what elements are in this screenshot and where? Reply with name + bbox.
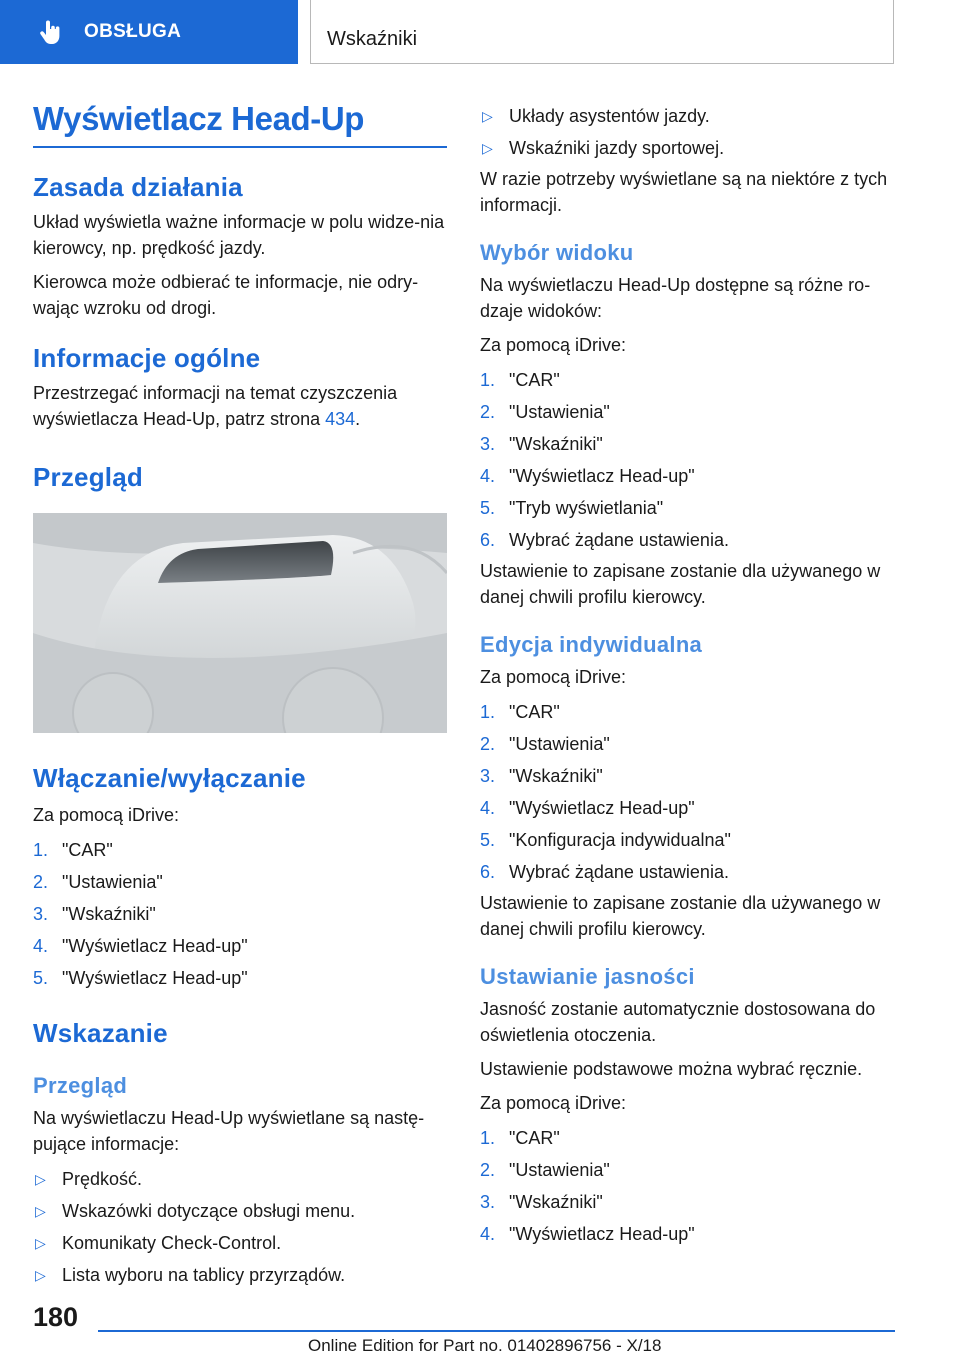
triangle-bullet-icon: ▷ xyxy=(35,1171,46,1187)
section-title: Wskaźniki xyxy=(327,28,418,50)
triangle-bullet-icon: ▷ xyxy=(35,1203,46,1219)
section-header xyxy=(310,0,894,64)
list-item: 4. "Wyświetlacz Head-up" xyxy=(33,936,248,956)
subheading-display-overview: Przegląd xyxy=(33,1073,128,1098)
custom-intro: Za pomocą iDrive: xyxy=(480,667,627,687)
general-paragraph xyxy=(33,380,447,432)
view-paragraph: Na wyświetlaczu Head-Up dostępne są różne ro-dzaje widoków: xyxy=(480,275,871,321)
display-intro: Na wyświetlaczu Head-Up wyświetlane są nastę-pujące informacje: xyxy=(33,1108,425,1154)
head-up-display-photo xyxy=(33,513,447,733)
onoff-steps xyxy=(33,834,447,994)
footer-divider xyxy=(98,1330,895,1332)
custom-steps xyxy=(480,696,896,888)
list-item: ▷ Lista wyboru na tablicy przyrządów. xyxy=(33,1259,447,1291)
list-item: 1. "CAR" xyxy=(480,1128,560,1148)
heading-general: Informacje ogólne xyxy=(33,343,261,373)
list-item: 4. "Wyświetlacz Head-up" xyxy=(480,466,695,486)
hand-pointer-icon xyxy=(38,19,64,45)
custom-after: Ustawienie to zapisane zostanie dla używanego w danej chwili profilu kierowcy. xyxy=(480,893,881,939)
list-item: 3. "Wskaźniki" xyxy=(480,766,603,786)
list-item: 2. "Ustawienia" xyxy=(480,402,610,422)
list-item: 5. "Wyświetlacz Head-up" xyxy=(33,968,248,988)
general-text-end: . xyxy=(355,409,361,429)
list-item: ▷ Układy asystentów jazdy. xyxy=(480,100,896,132)
triangle-bullet-icon: ▷ xyxy=(35,1267,46,1283)
heading-display: Wskazanie xyxy=(33,1018,168,1048)
view-after: Ustawienie to zapisane zostanie dla używanego w danej chwili profilu kierowcy. xyxy=(480,561,881,607)
brightness-steps xyxy=(480,1122,896,1250)
view-intro: Za pomocą iDrive: xyxy=(480,335,627,355)
list-item: 1. "CAR" xyxy=(480,370,560,390)
list-item: 6. Wybrać żądane ustawienia. xyxy=(480,530,729,550)
principle-paragraph-2: Kierowca może odbierać te informacje, nie odry-wając wzroku od drogi. xyxy=(33,272,419,318)
dashboard-illustration xyxy=(33,513,447,733)
general-text: Przestrzegać informacji na temat czyszczenia wyświetlacza Head-Up, patrz strona xyxy=(33,383,398,429)
list-item: ▷ Komunikaty Check-Control. xyxy=(33,1227,447,1259)
display-note: W razie potrzeby wyświetlane są na niektóre z tych informacji. xyxy=(480,169,888,215)
principle-paragraph-1: Układ wyświetla ważne informacje w polu widze-nia kierowcy, np. prędkość jazdy. xyxy=(33,212,445,258)
heading-brightness: Ustawianie jasności xyxy=(480,964,695,989)
list-item: 4. "Wyświetlacz Head-up" xyxy=(480,798,695,818)
display-bullets xyxy=(33,1163,447,1291)
left-column xyxy=(33,100,447,1291)
list-item: 4. "Wyświetlacz Head-up" xyxy=(480,1224,695,1244)
view-steps xyxy=(480,364,896,556)
triangle-bullet-icon: ▷ xyxy=(482,108,493,124)
heading-principle: Zasada działania xyxy=(33,172,243,202)
brightness-paragraph-1: Jasność zostanie automatycznie dostosowana do oświetlenia otoczenia. xyxy=(480,999,876,1045)
heading-view-selection: Wybór widoku xyxy=(480,240,634,265)
chapter-tab xyxy=(0,0,298,64)
list-item: 1. "CAR" xyxy=(33,840,113,860)
page-title: Wyświetlacz Head-Up xyxy=(33,100,447,148)
list-item: 6. Wybrać żądane ustawienia. xyxy=(480,862,729,882)
onoff-intro: Za pomocą iDrive: xyxy=(33,805,180,825)
brightness-paragraph-2: Ustawienie podstawowe można wybrać ręcznie. xyxy=(480,1059,863,1079)
list-item: ▷ Wskaźniki jazdy sportowej. xyxy=(480,132,896,164)
edition-footer: Online Edition for Part no. 01402896756 - X/18 xyxy=(308,1336,662,1355)
continued-bullets xyxy=(480,100,896,164)
list-item: ▷ Prędkość. xyxy=(33,1163,447,1195)
list-item: 3. "Wskaźniki" xyxy=(480,1192,603,1212)
right-column xyxy=(480,100,896,1250)
heading-overview: Przegląd xyxy=(33,462,143,492)
page-reference-link[interactable]: 434 xyxy=(325,409,356,429)
page-number: 180 xyxy=(33,1302,79,1332)
list-item: 3. "Wskaźniki" xyxy=(33,904,156,924)
triangle-bullet-icon: ▷ xyxy=(35,1235,46,1251)
chapter-label: OBSŁUGA xyxy=(84,21,182,42)
list-item: ▷ Wskazówki dotyczące obsługi menu. xyxy=(33,1195,447,1227)
list-item: 5. "Konfiguracja indywidualna" xyxy=(480,830,731,850)
list-item: 5. "Tryb wyświetlania" xyxy=(480,498,664,518)
heading-onoff: Włączanie/wyłączanie xyxy=(33,763,306,793)
brightness-intro: Za pomocą iDrive: xyxy=(480,1093,627,1113)
list-item: 3. "Wskaźniki" xyxy=(480,434,603,454)
list-item: 2. "Ustawienia" xyxy=(33,872,163,892)
heading-custom-edit: Edycja indywidualna xyxy=(480,632,703,657)
triangle-bullet-icon: ▷ xyxy=(482,140,493,156)
list-item: 1. "CAR" xyxy=(480,702,560,722)
list-item: 2. "Ustawienia" xyxy=(480,734,610,754)
list-item: 2. "Ustawienia" xyxy=(480,1160,610,1180)
